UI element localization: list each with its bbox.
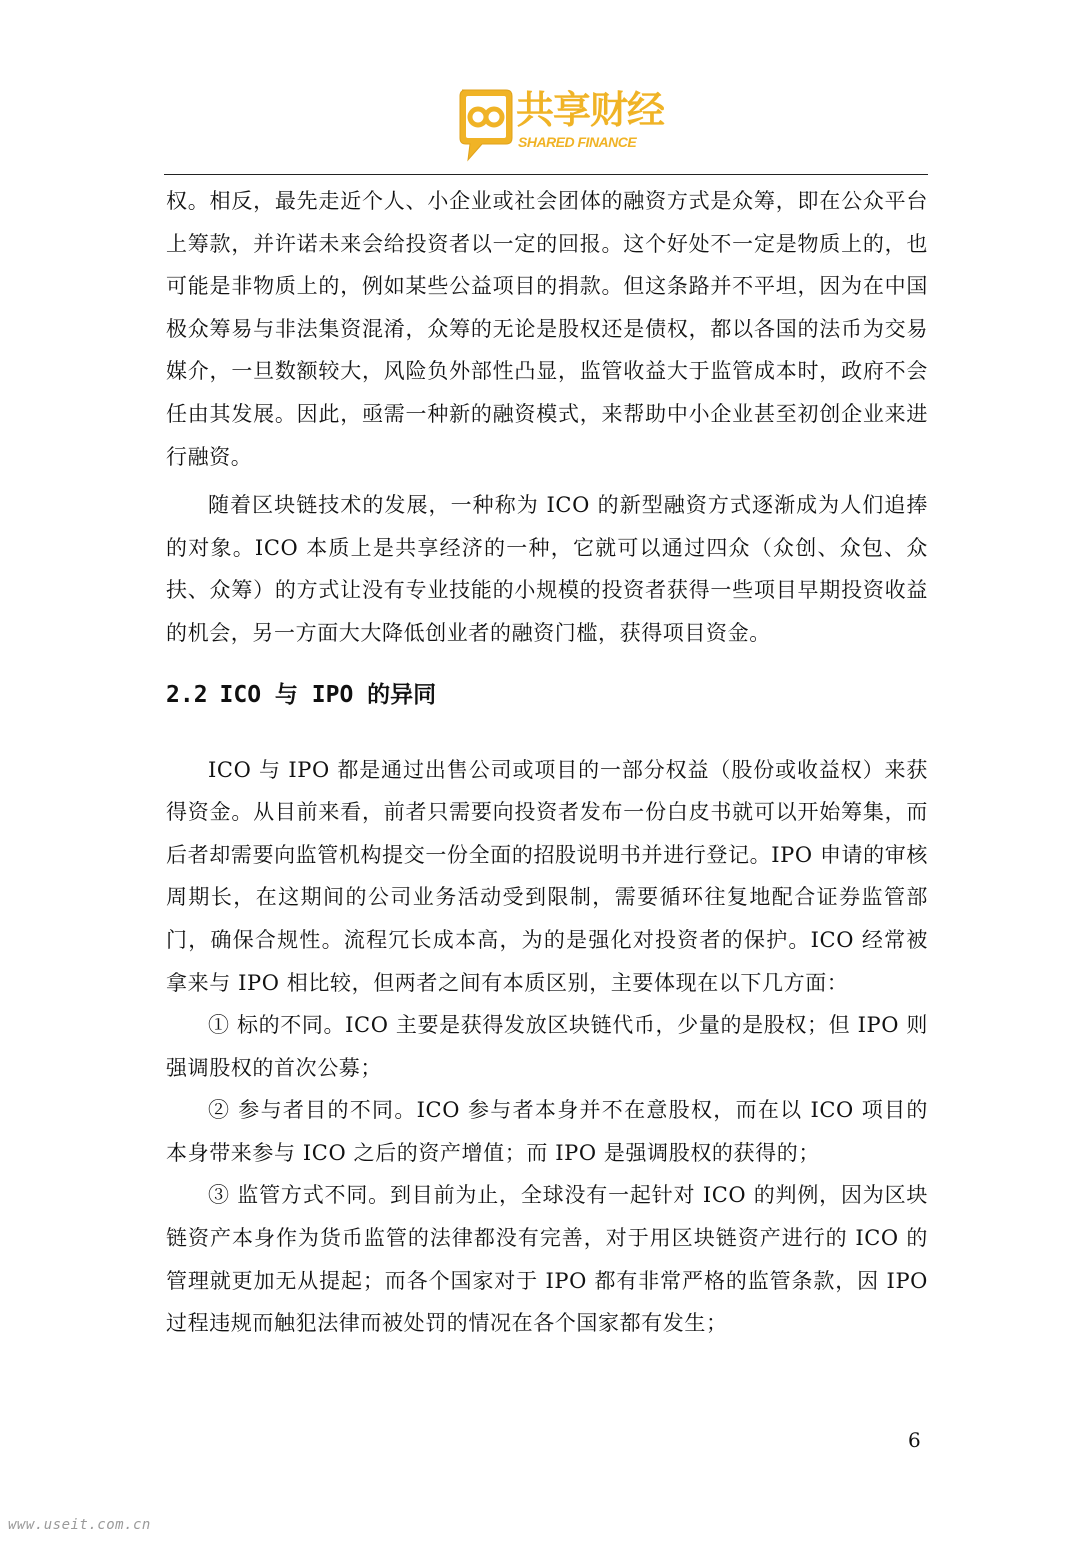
section-number: 2.2 <box>166 681 208 708</box>
section-title: ICO 与 IPO 的异同 <box>219 681 437 708</box>
list-item: ③ 监管方式不同。到目前为止，全球没有一起针对 ICO 的判例，因为区块链资产本身作为货币监管的法律都没有完善，对于用区块链资产进行的 ICO 的管理就更加无从提起；而各个国家对于 IPO 都有非常严格的监管条款，因 IPO 过程违规而触犯法律而被处罚的情况在各个国家都有发生； <box>166 1183 928 1336</box>
logo-chinese-text: 共享财经 <box>516 88 665 132</box>
page-header <box>0 0 1091 176</box>
watermark: www.useit.com.cn <box>8 1517 151 1533</box>
list-item: ① 标的不同。ICO 主要是获得发放区块链代币，少量的是股权；但 IPO 则强调股权的首次公募； <box>166 1013 928 1080</box>
list-item: ② 参与者目的不同。ICO 参与者本身并不在意股权，而在以 ICO 项目的本身带来参与 ICO 之后的资产增值；而 IPO 是强调股权的获得的； <box>166 1098 928 1165</box>
body-paragraph: ICO 与 IPO 都是通过出售公司或项目的一部分权益（股份或收益权）来获得资金。从目前来看，前者只需要向投资者发布一份白皮书就可以开始筹集，而后者却需要向监管机构提交一份全面的招股说明书并进行登记。IPO 申请的审核周期长，在这期间的公司业务活动受到限制，需要循环往复地配合证券监管部门，确保合规性。流程冗长成本高，为的是强化对投资者的保护。ICO 经常被拿来与 IPO 相比较，但两者之间有本质区别，主要体现在以下几方面： <box>166 757 928 995</box>
body-paragraph: 随着区块链技术的发展，一种称为 ICO 的新型融资方式逐渐成为人们追捧的对象。ICO 本质上是共享经济的一种，它就可以通过四众（众创、众包、众扶、众筹）的方式让没有专业技能的小规模的投资者获得一些项目早期投资收益的机会，另一方面大大降低创业者的融资门槛，获得项目资金。 <box>166 493 928 645</box>
shared-finance-logo <box>456 86 665 166</box>
body-paragraph: 权。相反，最先走近个人、小企业或社会团体的融资方式是众筹，即在公众平台上筹款，并许诺未来会给投资者以一定的回报。这个好处不一定是物质上的，也可能是非物质上的，例如某些公益项目的捐款。但这条路并不平坦，因为在中国极众筹易与非法集资混淆，众筹的无论是股权还是债权，都以各国的法币为交易媒介，一旦数额较大，风险负外部性凸显，监管收益大于监管成本时，政府不会任由其发展。因此，亟需一种新的融资模式，来帮助中小企业甚至初创企业来进行融资。 <box>166 189 928 469</box>
page-number: 6 <box>908 1428 921 1452</box>
logo-english-text: SHARED FINANCE <box>518 134 637 150</box>
document-body <box>166 180 928 1345</box>
header-divider <box>164 174 928 175</box>
section-heading <box>166 677 928 749</box>
